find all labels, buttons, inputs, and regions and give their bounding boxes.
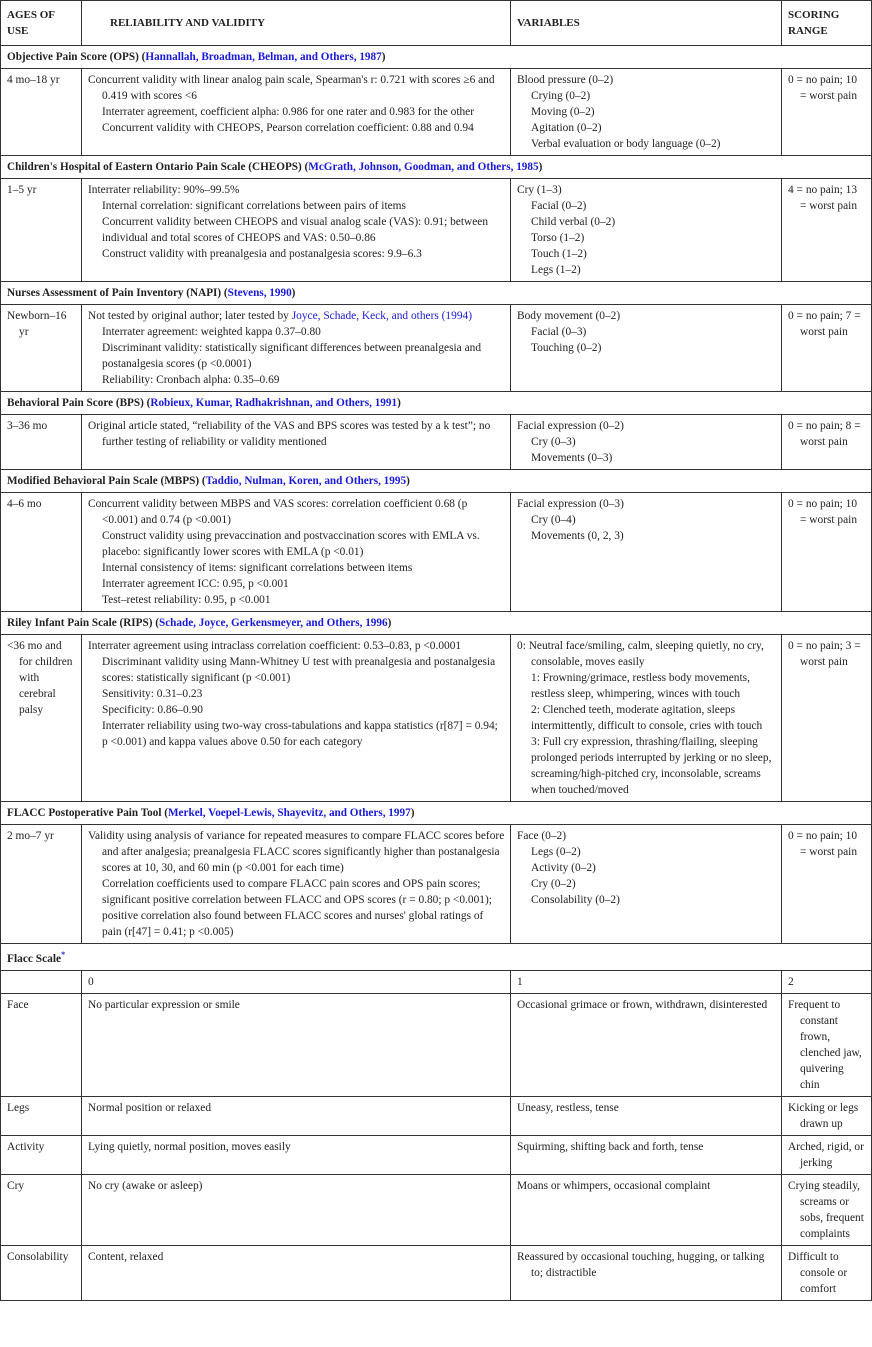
- flacc-row-activity: [1, 1135, 872, 1174]
- variables-cell: 0: Neutral face/smiling, calm, sleeping quietly, no cry, consolable, moves easily 1: Frowning/grimace, restless body movements, restless sleep, whimpering, winces with touch 2: Clenched teeth, moderate agitation, sleeps intermittently, difficult to console, cries with touch 3: Full cry expression, thrashing/flailing, sleeping prolonged periods interrupted by jerking or no sleep, screaming/high-pitched cry, inconsolable, screams when touched/moved: [511, 635, 782, 802]
- reliability-cell: Concurrent validity between MBPS and VAS scores: correlation coefficient 0.68 (p <0.001) and 0.74 (p <0.001) Construct validity using prevaccination and postvaccination scores with EMLA vs. placebo: significantly lower scores with EMLA (p <0.01) Internal consistency of items: significant correlations between items Interrater agreement ICC: 0.95, p <0.001 Test–retest reliability: 0.95, p <0.001: [82, 493, 511, 612]
- section-row-flacc: [1, 802, 872, 825]
- flacc-header-0: 0: [82, 970, 511, 993]
- section-row-mbps: [1, 470, 872, 493]
- section-row-rips: [1, 612, 872, 635]
- scoring-cell: 0 = no pain; 3 = worst pain: [782, 635, 872, 802]
- reliability-cell: Validity using analysis of variance for repeated measures to compare FLACC scores before and after analgesia; preanalgesia FLACC scores significantly higher than postanalgesia scores at 10, 30, and 60 min (p <0.001 for each time) Correlation coefficients used to compare FLACC pain scores and OPS pain scores; significant positive correlation between FLACC and OPS scores (r = 0.80; p <0.001); positive correlation also found between FLACC scores and nurses' global ratings of pain (r[47] = 0.41; p <0.005): [82, 825, 511, 944]
- ages-cell: Newborn–16 yr: [1, 305, 82, 392]
- citation-link[interactable]: McGrath, Johnson, Goodman, and Others, 1985: [308, 161, 539, 173]
- header-row: [1, 1, 872, 46]
- flacc-scale-title: Flacc Scale*: [1, 944, 872, 971]
- variables-cell: Blood pressure (0–2) Crying (0–2) Moving (0–2) Agitation (0–2) Verbal evaluation or body language (0–2): [511, 69, 782, 156]
- reliability-cell: Interrater agreement using intraclass correlation coefficient: 0.53–0.83, p <0.0001 Discriminant validity using Mann-Whitney U test with preanalgesia and postanalgesia scores: statistically significant (p <0.001) Sensitivity: 0.31–0.23 Specificity: 0.86–0.90 Interrater reliability using two-way cross-tabulations and kappa statistics (r[87] = 0.94; p <0.001) and kappa values above 0.50 for each category: [82, 635, 511, 802]
- flacc-score-0: No particular expression or smile: [82, 993, 511, 1096]
- variables-cell: Facial expression (0–2) Cry (0–3) Movements (0–3): [511, 415, 782, 470]
- ages-cell: <36 mo and for children with cerebral palsy: [1, 635, 82, 802]
- flacc-score-header-row: [1, 970, 872, 993]
- ages-cell: 4 mo–18 yr: [1, 69, 82, 156]
- flacc-score-2: Kicking or legs drawn up: [782, 1096, 872, 1135]
- flacc-category: Activity: [1, 1135, 82, 1174]
- variables-cell: Cry (1–3) Facial (0–2) Child verbal (0–2) Torso (1–2) Touch (1–2) Legs (1–2): [511, 179, 782, 282]
- flacc-header-blank: [1, 970, 82, 993]
- flacc-row-face: [1, 993, 872, 1096]
- scale-title-rips: Riley Infant Pain Scale (RIPS) (Schade, Joyce, Gerkensmeyer, and Others, 1996): [1, 612, 872, 635]
- scale-title-napi: Nurses Assessment of Pain Inventory (NAPI) (Stevens, 1990): [1, 282, 872, 305]
- citation-link[interactable]: Hannallah, Broadman, Belman, and Others, 1987: [145, 51, 382, 63]
- scoring-cell: 4 = no pain; 13 = worst pain: [782, 179, 872, 282]
- header-variables: VARIABLES: [511, 1, 782, 46]
- scale-title-mbps: Modified Behavioral Pain Scale (MBPS) (Taddio, Nulman, Koren, and Others, 1995): [1, 470, 872, 493]
- scale-title-bps: Behavioral Pain Score (BPS) (Robieux, Kumar, Radhakrishnan, and Others, 1991): [1, 392, 872, 415]
- section-row-bps: [1, 392, 872, 415]
- section-row-cheops: [1, 156, 872, 179]
- header-reliability: RELIABILITY AND VALIDITY: [82, 1, 511, 46]
- ages-cell: 4–6 mo: [1, 493, 82, 612]
- scale-row-flacc: [1, 825, 872, 944]
- flacc-score-1: Squirming, shifting back and forth, tense: [511, 1135, 782, 1174]
- flacc-title-row: [1, 944, 872, 971]
- flacc-score-0: Content, relaxed: [82, 1245, 511, 1300]
- citation-link[interactable]: Schade, Joyce, Gerkensmeyer, and Others, 1996: [158, 617, 388, 629]
- citation-link[interactable]: Stevens, 1990: [227, 287, 292, 299]
- reliability-cell: Concurrent validity with linear analog pain scale, Spearman's r: 0.721 with scores ≥6 and 0.419 with scores <6 Interrater agreement, coefficient alpha: 0.986 for one rater and 0.983 for the other Concurrent validity with CHEOPS, Pearson correlation coefficient: 0.88 and 0.94: [82, 69, 511, 156]
- section-row-ops: [1, 46, 872, 69]
- flacc-row-cry: [1, 1174, 872, 1245]
- flacc-score-1: Uneasy, restless, tense: [511, 1096, 782, 1135]
- ages-cell: 2 mo–7 yr: [1, 825, 82, 944]
- citation-link[interactable]: Merkel, Voepel-Lewis, Shayevitz, and Others, 1997: [167, 807, 411, 819]
- variables-cell: Face (0–2) Legs (0–2) Activity (0–2) Cry (0–2) Consolability (0–2): [511, 825, 782, 944]
- ages-cell: 1–5 yr: [1, 179, 82, 282]
- header-ages: AGES OF USE: [1, 1, 82, 46]
- flacc-score-0: No cry (awake or asleep): [82, 1174, 511, 1245]
- flacc-header-1: 1: [511, 970, 782, 993]
- header-scoring: SCORING RANGE: [782, 1, 872, 46]
- scoring-cell: 0 = no pain; 10 = worst pain: [782, 493, 872, 612]
- citation-link[interactable]: Joyce, Schade, Keck, and others (1994): [291, 310, 473, 322]
- flacc-score-2: Difficult to console or comfort: [782, 1245, 872, 1300]
- reliability-cell: Original article stated, “reliability of the VAS and BPS scores was tested by a k test”; no further testing of reliability or validity mentioned: [82, 415, 511, 470]
- scale-row-cheops: [1, 179, 872, 282]
- scoring-cell: 0 = no pain; 10 = worst pain: [782, 69, 872, 156]
- flacc-score-0: Normal position or relaxed: [82, 1096, 511, 1135]
- flacc-category: Cry: [1, 1174, 82, 1245]
- flacc-score-1: Occasional grimace or frown, withdrawn, disinterested: [511, 993, 782, 1096]
- flacc-header-2: 2: [782, 970, 872, 993]
- reliability-cell: Interrater reliability: 90%–99.5% Internal correlation: significant correlations between pairs of items Concurrent validity between CHEOPS and visual analog scale (VAS): 0.91; between individual and total scores of CHEOPS and VAS: 0.50–0.86 Construct validity with preanalgesia and postanalgesia scores: 9.9–6.3: [82, 179, 511, 282]
- variables-cell: Facial expression (0–3) Cry (0–4) Movements (0, 2, 3): [511, 493, 782, 612]
- scale-row-bps: [1, 415, 872, 470]
- flacc-score-0: Lying quietly, normal position, moves easily: [82, 1135, 511, 1174]
- scale-title-ops: Objective Pain Score (OPS) (Hannallah, Broadman, Belman, and Others, 1987): [1, 46, 872, 69]
- flacc-category: Face: [1, 993, 82, 1096]
- footnote-link[interactable]: *: [61, 950, 66, 959]
- scale-title-cheops: Children's Hospital of Eastern Ontario Pain Scale (CHEOPS) (McGrath, Johnson, Goodman, and Others, 1985): [1, 156, 872, 179]
- reliability-cell: Not tested by original author; later tested by Joyce, Schade, Keck, and others (1994) Interrater agreement: weighted kappa 0.37–0.80 Discriminant validity: statistically significant differences between preanalgesia and postanalgesia scores (p <0.0001) Reliability: Cronbach alpha: 0.35–0.69: [82, 305, 511, 392]
- flacc-score-1: Moans or whimpers, occasional complaint: [511, 1174, 782, 1245]
- citation-link[interactable]: Robieux, Kumar, Radhakrishnan, and Others, 1991: [150, 397, 398, 409]
- flacc-score-2: Frequent to constant frown, clenched jaw, quivering chin: [782, 993, 872, 1096]
- flacc-category: Consolability: [1, 1245, 82, 1300]
- scale-row-napi: [1, 305, 872, 392]
- scoring-cell: 0 = no pain; 8 = worst pain: [782, 415, 872, 470]
- flacc-score-2: Arched, rigid, or jerking: [782, 1135, 872, 1174]
- flacc-category: Legs: [1, 1096, 82, 1135]
- scoring-cell: 0 = no pain; 10 = worst pain: [782, 825, 872, 944]
- section-row-napi: [1, 282, 872, 305]
- variables-cell: Body movement (0–2) Facial (0–3) Touching (0–2): [511, 305, 782, 392]
- flacc-score-1: Reassured by occasional touching, hugging, or talking to; distractible: [511, 1245, 782, 1300]
- citation-link[interactable]: Taddio, Nulman, Koren, and Others, 1995: [205, 475, 407, 487]
- scale-title-flacc: FLACC Postoperative Pain Tool (Merkel, Voepel-Lewis, Shayevitz, and Others, 1997): [1, 802, 872, 825]
- flacc-row-consolability: [1, 1245, 872, 1300]
- flacc-row-legs: [1, 1096, 872, 1135]
- scale-row-rips: [1, 635, 872, 802]
- scoring-cell: 0 = no pain; 7 = worst pain: [782, 305, 872, 392]
- scale-row-ops: [1, 69, 872, 156]
- scale-row-mbps: [1, 493, 872, 612]
- ages-cell: 3–36 mo: [1, 415, 82, 470]
- flacc-score-2: Crying steadily, screams or sobs, frequent complaints: [782, 1174, 872, 1245]
